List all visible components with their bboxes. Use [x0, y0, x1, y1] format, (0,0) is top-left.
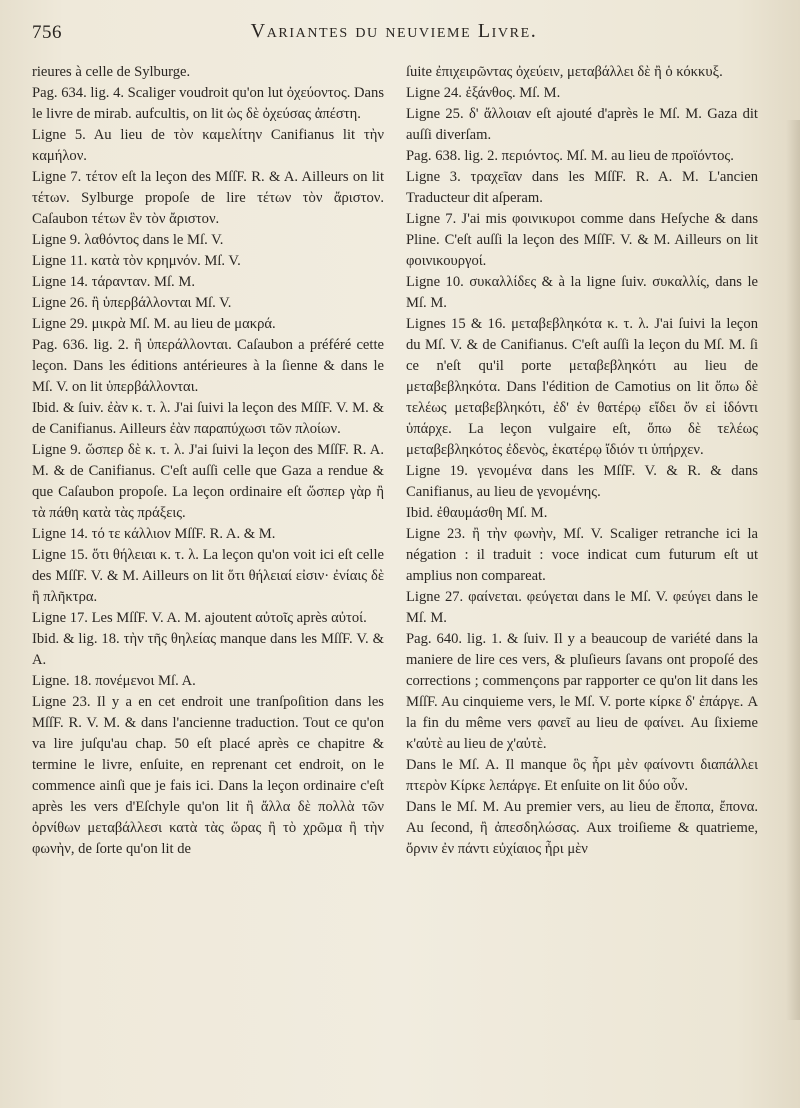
- page-number: 756: [32, 22, 62, 43]
- text-paragraph: Ligne 19. γενομένα dans les MſſF. V. & R. & dans Canifianus, au lieu de γενομένης.: [406, 463, 758, 500]
- page-header: [32, 16, 772, 50]
- text-paragraph: Ligne 25. δ' ἄλλοιαν eſt ajouté d'après le Mſ. M. Gaza dit auſſi diverſam.: [406, 106, 758, 143]
- text-paragraph: Pag. 638. lig. 2. περιόντος. Mſ. M. au lieu de προϊόντος.: [406, 148, 734, 164]
- text-paragraph: rieures à celle de Sylburge.: [32, 64, 191, 80]
- text-paragraph: Pag. 636. lig. 2. ἢ ὑπεράλλονται. Caſaubon a préféré cette leçon. Dans les éditions antérieures à la ſienne & dans le Mſ. V. on lit ὑπερβάλλονται.: [32, 337, 384, 395]
- text-paragraph: Ligne 7. J'ai mis φοινικυροι comme dans Heſyche & dans Pline. C'eſt auſſi la leçon des MſſF. V. & M. Ailleurs on lit φοινικουργοί.: [406, 211, 758, 269]
- text-paragraph: Ligne 11. κατὰ τὸν κρημνόν. Mſ. V.: [32, 253, 241, 269]
- text-paragraph: Ligne 29. μικρὰ Mſ. M. au lieu de μακρά.: [32, 316, 276, 332]
- text-paragraph: Ligne 23. ἢ τὴν φωνὴν, Mſ. V. Scaliger retranche ici la négation : il traduit : voce indicat cum futurum eſt ut amplius non compareat.: [406, 526, 758, 584]
- running-head: Variantes du neuvieme Livre.: [250, 20, 538, 42]
- text-paragraph: Ligne 14. τάρανταν. Mſ. M.: [32, 274, 195, 290]
- text-paragraph: Ibid. ἐθαυμάσθη Mſ. M.: [406, 505, 548, 521]
- text-paragraph: Ligne 5. Au lieu de τὸν καμελίτην Canifianus lit τὴν καμήλον.: [32, 127, 384, 164]
- text-paragraph: Ligne 15. ὅτι θήλειαι κ. τ. λ. La leçon qu'on voit ici eſt celle des MſſF. V. & M. Ailleurs on lit ὅτι θήλειαί εἰσιν· ἐνίαις δὲ ἢ πλῆκτρα.: [32, 547, 384, 605]
- text-paragraph: Ligne 10. συκαλλίδες & à la ligne ſuiv. συκαλλίς, dans le Mſ. M.: [406, 274, 758, 311]
- text-paragraph: Ligne. 18. πονέμενοι Mſ. A.: [32, 673, 196, 689]
- text-paragraph: Ligne 3. τραχεῖαν dans les MſſF. R. A. M. L'ancien Traducteur dit aſperam.: [406, 169, 758, 206]
- left-column: [32, 62, 384, 860]
- text-paragraph: Ligne 26. ἢ ὑπερβάλλονται Mſ. V.: [32, 295, 232, 311]
- text-paragraph: Ligne 17. Les MſſF. V. A. M. ajoutent αὐτοῖς après αὐτοί.: [32, 610, 367, 626]
- text-paragraph: Lignes 15 & 16. μεταβεβληκότα κ. τ. λ. J'ai ſuivi la leçon du Mſ. V. & de Canifianus. C'eſt auſſi la leçon du Mſ. M. ſi ce n'eſt qu'il porte μεταβεβληκότι au lieu de μεταβεβληκότα. Dans l'édition de Camotius on lit ὅπω δὲ τελέως μεταβεβληκότι, ἐδ' ἐν θατέρῳ εἴδει ὄν εἰ ἰδόντι ὑπάρχε. La leçon vulgaire eſt, ὅπω δὲ τελέως μεταβεβληκότος ἐδενὸς, ἑκατέρῳ ἴδιόν τι ὑπήρχεν.: [406, 316, 758, 458]
- text-paragraph: Pag. 640. lig. 1. & ſuiv. Il y a beaucoup de variété dans la maniere de lire ces vers, & pluſieurs ſavans ont propoſé des corrections ; commençons par rapporter ce qu'on lit dans les MſſF. Au cinquieme vers, le Mſ. V. porte κίρκε δ' ἐπάργε. A la fin du même vers φανεῖ au lieu de φαίνει. Au ſixieme κ'αὐτὲ au lieu de χ'αὐτὲ.: [406, 631, 758, 752]
- text-paragraph: Dans le Mſ. A. Il manque ὃς ἦρι μὲν φαίνοντι διαπάλλει πτερὸν Κίρκε λεπάργε. Et enſuite on lit δύο οὖν.: [406, 757, 758, 794]
- text-paragraph: Ligne 9. ὥσπερ δὲ κ. τ. λ. J'ai ſuivi la leçon des MſſF. R. A. M. & de Canifianus. C'eſt auſſi celle que Gaza a rendue & que Caſaubon propoſe. La leçon ordinaire eſt ὥσπερ γὰρ ἢ τὰ πάθη κατὰ τὰς πράξεις.: [32, 442, 384, 521]
- text-paragraph: Ligne 14. τό τε κάλλιον MſſF. R. A. & M.: [32, 526, 276, 542]
- text-paragraph: Pag. 634. lig. 4. Scaliger voudroit qu'on lut ὀχεύοντος. Dans le livre de mirab. aufcultis, on lit ὡς δὲ ὀχεύσας ἀπέστη.: [32, 85, 385, 122]
- text-paragraph: Ligne 24. ἐξάνθος. Mſ. M.: [406, 85, 561, 101]
- page-edge-shadow: [786, 120, 800, 1020]
- text-paragraph: Ligne 27. φαίνεται. φεύγεται dans le Mſ. V. φεύγει dans le Mſ. M.: [406, 589, 758, 626]
- text-paragraph: Dans le Mſ. M. Au premier vers, au lieu de ἔποπα, ἔπονα. Au ſecond, ἢ ἀπεσδηλώσας. Aux troiſieme & quatrieme, ὄρνιν ἐν πάντι εὐχίαιος ἦρι μὲν: [406, 799, 758, 857]
- text-paragraph: Ibid. & lig. 18. τὴν τῆς θηλείας manque dans les MſſF. V. & A.: [32, 631, 384, 668]
- text-paragraph: Ligne 9. λαθόντος dans le Mſ. V.: [32, 232, 224, 248]
- text-paragraph: ſuite ἐπιχειρῶντας ὀχεύειν, μεταβάλλει δὲ ἢ ὁ κόκκυξ.: [406, 64, 723, 80]
- text-paragraph: Ligne 7. τέτον eſt la leçon des MſſF. R. & A. Ailleurs on lit τέτων. Sylburge propoſe de lire τέτων τὸν ἄριστον. Caſaubon τέτων ἓν τὸν ἄριστον.: [32, 169, 384, 227]
- text-paragraph: Ibid. & ſuiv. ἐὰν κ. τ. λ. J'ai ſuivi la leçon des MſſF. V. M. & de Canifianus. Ailleurs ἐὰν παραπύχωσι τῶν πλοίων.: [32, 400, 384, 437]
- right-column: [406, 62, 758, 860]
- text-paragraph: Ligne 23. Il y a en cet endroit une tranſpoſition dans les MſſF. R. V. M. & dans l'ancienne traduction. Tout ce qu'on va lire juſqu'au chap. 50 eſt placé après ce chapitre & termine le livre, enſuite, en reprenant cet endroit, on le commence ainſi que je fais ici. Dans la leçon ordinaire c'eſt après les vers d'Eſchyle qu'on lit ἢ ἄλλα δὲ πολλὰ τῶν ὀρνίθων μεταβάλλεσι κατὰ τὰς ὥρας ἢ τὸ χρῶμα ἢ τὴν φωνὴν, de ſorte qu'on lit de: [32, 694, 384, 857]
